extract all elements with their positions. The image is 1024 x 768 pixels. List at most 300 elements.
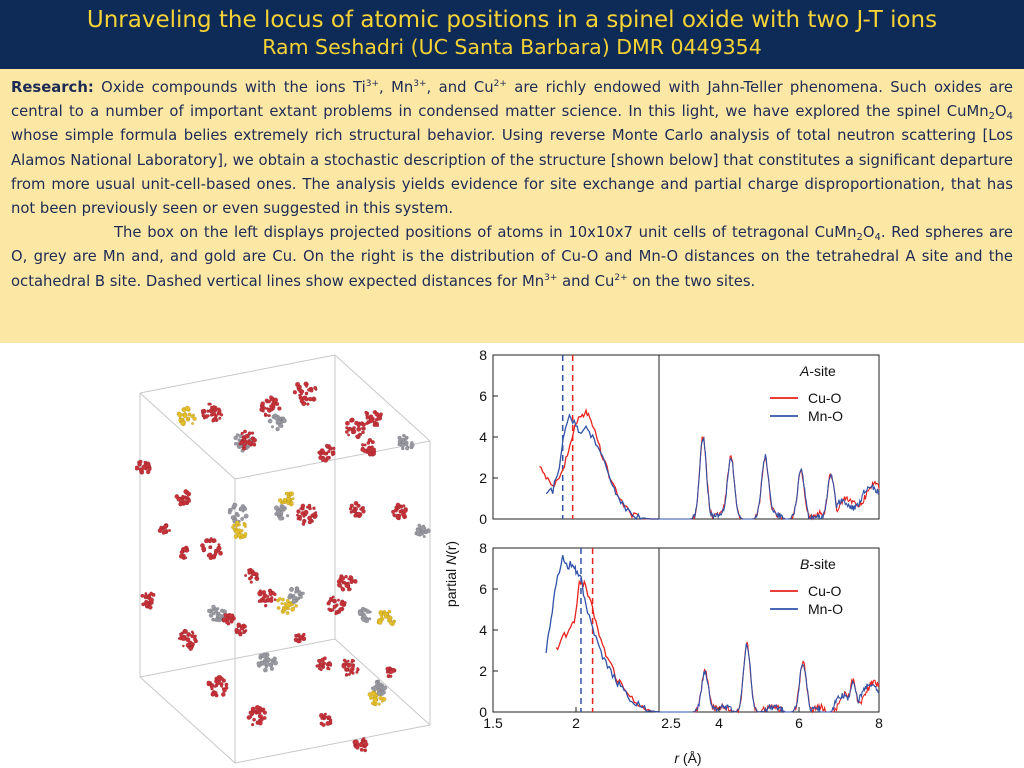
atom	[228, 511, 232, 515]
atom	[327, 717, 330, 720]
oxygen-cluster	[337, 574, 357, 591]
atom	[381, 700, 383, 702]
atom	[299, 396, 303, 400]
atom	[286, 611, 290, 615]
atom	[203, 416, 206, 419]
atom	[368, 453, 371, 456]
text-span: O	[994, 103, 1007, 121]
atom	[378, 684, 381, 687]
atom	[349, 575, 352, 578]
atom	[296, 509, 300, 513]
atom	[323, 657, 327, 661]
atom	[262, 708, 265, 711]
atom	[341, 576, 345, 580]
atom	[250, 716, 252, 718]
box-edge	[335, 639, 430, 725]
oxygen-cluster	[207, 675, 229, 697]
oxygen-cluster	[296, 504, 318, 526]
atom	[361, 617, 365, 621]
oxygen-cluster	[294, 633, 306, 643]
atom	[357, 667, 359, 669]
atom	[256, 721, 260, 725]
atom	[289, 587, 294, 592]
atom	[369, 419, 373, 423]
atom	[261, 402, 265, 406]
atom	[203, 411, 206, 414]
atom	[355, 435, 358, 438]
cu-o-left-line	[556, 581, 659, 712]
atom	[362, 423, 366, 427]
atom	[301, 504, 305, 508]
atom	[404, 437, 407, 440]
atom	[347, 663, 352, 668]
atom	[347, 434, 350, 437]
atom	[241, 432, 244, 435]
copper-cluster	[278, 491, 294, 506]
atom	[405, 447, 409, 451]
atom	[217, 546, 221, 550]
atom	[218, 614, 222, 618]
atom	[317, 659, 321, 663]
atom	[372, 452, 375, 455]
atom	[351, 659, 354, 662]
atom	[350, 581, 353, 584]
atom	[280, 602, 283, 605]
atom	[321, 452, 324, 455]
atom	[240, 517, 244, 521]
partial-nr-chart	[430, 345, 900, 768]
atom	[182, 408, 185, 411]
copper-cluster	[377, 610, 396, 626]
oxygen-cluster	[342, 659, 360, 677]
atom	[273, 657, 277, 661]
oxygen-cluster	[141, 592, 156, 610]
x-tick-label: 2	[572, 715, 580, 731]
atom	[187, 632, 191, 636]
manganese-cluster	[228, 503, 249, 523]
copper-cluster	[177, 406, 197, 426]
atom	[191, 422, 194, 425]
atom	[214, 553, 217, 556]
ion-charge: 3+	[365, 79, 380, 90]
atom	[265, 666, 267, 668]
atom	[201, 547, 206, 552]
atom	[306, 403, 309, 406]
atom	[244, 514, 249, 519]
atom	[388, 610, 391, 613]
atom	[235, 524, 238, 527]
atom	[346, 669, 349, 672]
atom	[297, 633, 300, 636]
mn-o-right-line	[659, 644, 879, 713]
atom	[208, 540, 212, 544]
y-axis-label: partial N(r)	[443, 540, 459, 608]
atom-clusters	[135, 382, 431, 752]
atom	[281, 598, 284, 601]
atom	[241, 536, 244, 539]
text-span: , and Cu	[426, 79, 494, 96]
atom	[356, 746, 360, 750]
oxygen-cluster	[175, 489, 191, 506]
oxygen-cluster	[391, 503, 408, 520]
atom	[262, 596, 265, 599]
atom	[360, 748, 364, 752]
atom	[361, 427, 363, 429]
atom	[378, 620, 383, 625]
atom	[243, 625, 247, 629]
atom	[166, 529, 168, 531]
atom	[313, 386, 316, 389]
atom	[221, 692, 225, 696]
atom	[212, 405, 216, 409]
atom	[299, 595, 302, 598]
atom	[212, 418, 216, 422]
atom	[244, 532, 247, 535]
manganese-cluster	[358, 607, 372, 623]
atom	[357, 424, 361, 428]
atom	[204, 539, 208, 543]
atom	[263, 711, 267, 715]
atom	[222, 688, 226, 692]
atom	[264, 604, 267, 607]
atom	[282, 418, 287, 423]
y-tick-label: 0	[479, 704, 487, 720]
atom	[298, 639, 302, 643]
atom	[416, 532, 420, 536]
atom	[356, 671, 359, 674]
atom	[244, 507, 247, 510]
atom	[350, 510, 353, 513]
atom	[400, 505, 403, 508]
atom	[215, 610, 218, 613]
atom	[376, 424, 379, 427]
atom	[163, 525, 167, 529]
atom	[420, 526, 424, 530]
atom	[347, 660, 349, 662]
atom	[262, 590, 266, 594]
atom	[286, 603, 291, 608]
atom	[181, 636, 186, 641]
atom	[267, 595, 270, 598]
atom	[269, 592, 273, 596]
atom	[207, 609, 211, 613]
y-tick-label: 8	[479, 540, 487, 556]
atom	[341, 587, 345, 591]
atom	[220, 609, 224, 613]
atom	[212, 539, 215, 542]
atom	[307, 388, 310, 391]
atom	[286, 514, 289, 517]
x-tick-label: 2.5	[661, 715, 681, 731]
cu-o-left-line	[540, 410, 660, 519]
atom	[378, 703, 381, 706]
ion-charge: 2+	[493, 79, 507, 90]
x-axis-label: r (Å)	[674, 750, 702, 766]
atom	[234, 516, 237, 519]
atom	[233, 503, 237, 507]
copper-cluster	[231, 521, 247, 539]
atom	[354, 514, 358, 518]
atom	[210, 684, 214, 688]
atom	[292, 599, 297, 604]
atom	[252, 571, 256, 575]
atom	[322, 723, 326, 727]
oxygen-cluster	[247, 705, 267, 726]
atom	[365, 414, 368, 417]
text-span: O	[862, 224, 875, 242]
atom	[326, 721, 331, 726]
formula-subscript: 4	[1006, 111, 1013, 123]
atom	[405, 443, 408, 446]
formula-subscript: 4	[874, 232, 881, 244]
atom	[212, 412, 216, 416]
box-edge	[140, 639, 335, 677]
atom	[351, 665, 354, 668]
oxygen-cluster	[260, 396, 282, 418]
atom	[251, 723, 254, 726]
atom	[257, 591, 261, 595]
atom	[298, 385, 302, 389]
atom	[269, 404, 273, 408]
atom	[358, 611, 362, 615]
atom	[145, 603, 149, 607]
atom	[389, 675, 392, 678]
atom	[271, 425, 274, 428]
atom	[366, 609, 370, 613]
atom	[373, 698, 378, 703]
oxygen-cluster	[293, 382, 317, 406]
atom	[365, 422, 368, 425]
atom	[295, 604, 298, 607]
text-span: The box on the left displays projected positions of atoms in 10x10x7 unit cells of tetragonal CuMn	[114, 224, 857, 242]
atom	[277, 420, 281, 424]
atom	[168, 529, 171, 532]
oxygen-cluster	[386, 667, 397, 679]
atom	[302, 633, 305, 636]
x-tick-label: 1.5	[483, 715, 503, 731]
atom	[242, 631, 245, 634]
atom	[237, 629, 242, 634]
atom	[379, 696, 383, 700]
atom	[181, 421, 186, 426]
oxygen-cluster	[235, 623, 248, 637]
atom	[145, 592, 148, 595]
panel-frame	[493, 355, 879, 519]
atom	[294, 591, 297, 594]
atom	[402, 440, 406, 444]
atom	[361, 443, 364, 446]
text-span: are richly endowed with Jahn-Teller phenomena. Such oxides are central to a number of important extant problems in condensed matter science. In this light, we have explored the spinel CuMn	[11, 79, 1013, 121]
atom	[182, 645, 184, 647]
atom	[256, 578, 259, 581]
atom	[337, 599, 340, 602]
atom	[377, 680, 380, 683]
atom	[377, 688, 380, 691]
slide-header	[0, 0, 1024, 69]
x-tick-label: 4	[715, 715, 723, 731]
atom	[312, 507, 315, 510]
atom	[271, 661, 274, 664]
atom	[181, 495, 184, 498]
atom	[333, 605, 337, 609]
atom	[345, 421, 350, 426]
atom	[393, 515, 396, 518]
atom	[209, 410, 211, 412]
oxygen-cluster	[178, 629, 198, 651]
atom	[302, 592, 305, 595]
atom	[273, 398, 278, 403]
atom	[193, 637, 197, 641]
atom	[218, 409, 222, 413]
text-span: Oxide compounds with the ions Ti	[93, 79, 366, 96]
atom	[257, 661, 261, 665]
atom	[150, 592, 153, 595]
formula-subscript: 2	[856, 232, 863, 244]
legend-label: Mn-O	[808, 408, 843, 424]
atom	[237, 625, 240, 628]
manganese-cluster	[415, 524, 431, 538]
atom	[335, 613, 338, 616]
atom	[267, 408, 272, 413]
atom	[280, 417, 283, 420]
atom	[208, 546, 211, 549]
y-tick-label: 8	[479, 347, 487, 363]
atom	[328, 608, 331, 611]
atom	[250, 711, 254, 715]
atom	[192, 414, 195, 417]
atom	[146, 464, 150, 468]
atom	[305, 392, 308, 395]
atom	[141, 594, 145, 598]
atom	[262, 410, 265, 413]
atom	[178, 502, 182, 506]
atom	[259, 657, 262, 660]
legend-label: Mn-O	[808, 601, 843, 617]
atom	[290, 501, 293, 504]
slide-title: Unraveling the locus of atomic positions in a spinel oxide with two J-T ions	[86, 7, 938, 33]
atom	[250, 576, 253, 579]
atom	[354, 501, 358, 505]
manganese-cluster	[257, 653, 278, 673]
atom	[277, 407, 281, 411]
atom	[341, 601, 344, 604]
panel-title: A-site	[800, 363, 836, 379]
atom	[258, 600, 261, 603]
atom	[178, 413, 183, 418]
atom	[396, 514, 399, 517]
atom	[372, 686, 377, 691]
atom	[185, 406, 190, 411]
atom	[212, 605, 216, 609]
atom	[149, 598, 154, 603]
atom	[184, 489, 189, 494]
atom	[209, 403, 212, 406]
oxygen-cluster	[179, 546, 189, 560]
x-tick-label: 8	[875, 715, 883, 731]
atom	[311, 520, 314, 523]
y-tick-label: 0	[479, 511, 487, 527]
research-lead: Research:	[11, 79, 94, 96]
atom	[284, 501, 287, 504]
atom	[384, 615, 388, 619]
atom	[353, 579, 357, 583]
atom	[352, 672, 355, 675]
atom	[139, 464, 141, 466]
atom	[286, 599, 289, 602]
atom	[289, 594, 292, 597]
research-text-box	[0, 69, 1024, 343]
atom	[423, 535, 426, 538]
atom	[218, 551, 223, 556]
atom	[328, 600, 331, 603]
atom	[282, 505, 286, 509]
atom	[328, 663, 331, 666]
atom	[209, 613, 213, 617]
box-edge	[235, 725, 430, 763]
atom	[214, 685, 216, 687]
atom	[263, 668, 268, 673]
atom	[185, 496, 188, 499]
atom	[278, 597, 281, 600]
legend-label: Cu-O	[808, 583, 842, 599]
atom	[250, 581, 253, 584]
atom	[255, 705, 260, 710]
atom	[186, 502, 188, 504]
atom	[389, 670, 393, 674]
atom	[269, 599, 273, 603]
atom	[237, 514, 240, 517]
atom	[332, 447, 335, 450]
atom	[222, 617, 226, 621]
atom	[243, 522, 245, 524]
atom	[345, 430, 348, 433]
atom	[146, 470, 150, 474]
slide-subtitle: Ram Seshadri (UC Santa Barbara) DMR 0449354	[262, 35, 762, 59]
oxygen-cluster	[327, 596, 347, 616]
atom	[363, 749, 367, 753]
mn-o-right-line	[659, 438, 879, 519]
ion-charge: 3+	[413, 79, 427, 90]
atom	[188, 498, 190, 500]
atom	[292, 497, 295, 500]
atom	[373, 448, 376, 451]
atom	[218, 417, 221, 420]
a-site-panel	[479, 347, 879, 527]
atom	[252, 718, 255, 721]
y-tick-label: 6	[479, 388, 487, 404]
atom	[313, 397, 316, 400]
atom	[277, 606, 280, 609]
atom	[367, 447, 370, 450]
atom	[394, 508, 398, 512]
atom	[287, 497, 291, 501]
atom	[303, 520, 306, 523]
atom	[187, 417, 190, 420]
atom	[322, 665, 325, 668]
legend-label: Cu-O	[808, 390, 842, 406]
atom	[229, 614, 234, 619]
atom	[308, 507, 311, 510]
atom	[375, 418, 378, 421]
atom	[243, 430, 247, 434]
atom	[331, 451, 334, 454]
atom	[148, 605, 152, 609]
atom	[179, 554, 184, 559]
oxygen-cluster	[158, 523, 171, 534]
atom	[339, 608, 342, 611]
atom	[252, 438, 257, 443]
atom	[248, 432, 252, 436]
